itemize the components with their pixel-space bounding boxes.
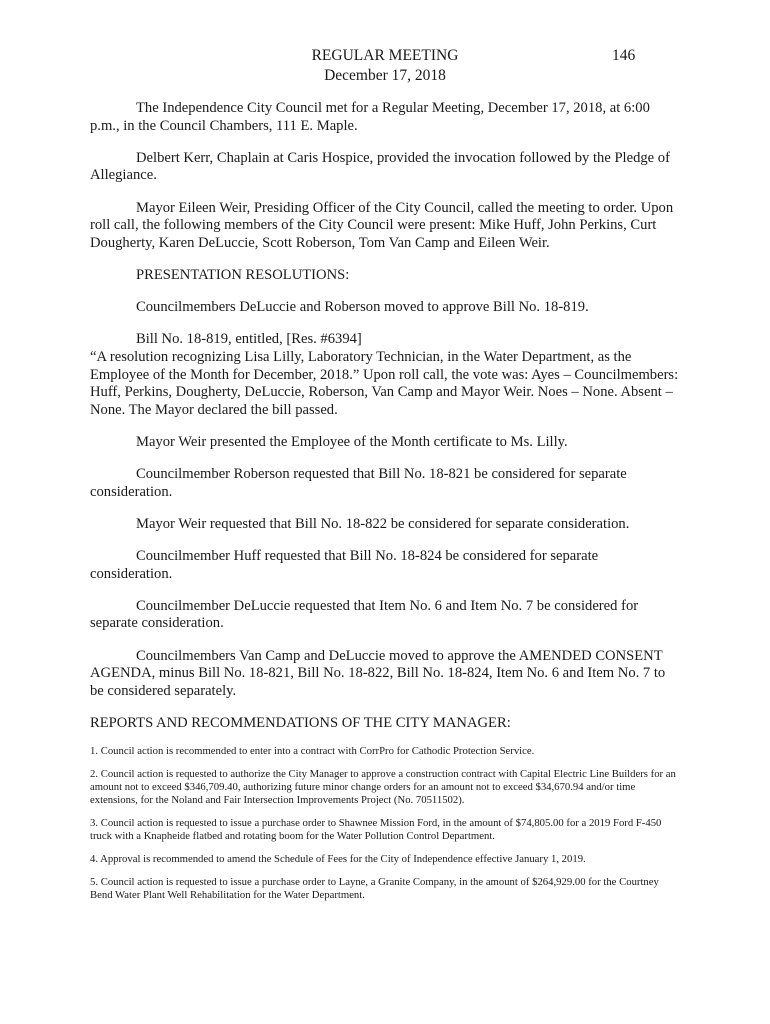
report-item: 4. Approval is recommended to amend the Schedule of Fees for the City of Independence effective January 1, 2019.: [90, 852, 586, 865]
separate-consideration-roberson: Councilmember Roberson requested that Bill No. 18-821 be considered for separate consideration.: [90, 466, 627, 500]
page-number: 146: [612, 47, 636, 64]
bill-title: Bill No. 18-819, entitled, [Res. #6394]: [136, 331, 362, 348]
bill-resolution-text: “A resolution recognizing Lisa Lilly, Laboratory Technician, in the Water Department, as the Employee of the Month for December, 2018.” Upon roll call, the vote was: Ayes – Councilmembers: Huff, Perkins, Dougherty, DeLuccie, Roberson, Van Camp and Mayor Weir. Noes – None. Absent – None. The Mayor declared the bill passed.: [90, 348, 679, 418]
report-item: 3. Council action is requested to issue a purchase order to Shawnee Mission Ford, in the amount of $74,805.00 for a 2019 Ford F-450 truck with a Knapheide flatbed and rotating boom for the Water Pollution Control Department.: [90, 816, 662, 842]
consent-agenda-motion: Councilmembers Van Camp and DeLuccie moved to approve the AMENDED CONSENT AGENDA, minus Bill No. 18-821, Bill No. 18-822, Bill No. 18-824, Item No. 6 and Item No. 7 to be considered separately.: [90, 647, 666, 699]
motion-paragraph: Councilmembers DeLuccie and Roberson moved to approve Bill No. 18-819.: [136, 299, 589, 316]
report-item: 5. Council action is requested to issue a purchase order to Layne, a Granite Company, in the amount of $264,929.00 for the Courtney Bend Water Plant Well Rehabilitation for the Water Department.: [90, 875, 659, 901]
separate-consideration-weir: Mayor Weir requested that Bill No. 18-822 be considered for separate consideration.: [136, 515, 630, 532]
page-header: [0, 46, 770, 86]
report-items-list: [90, 745, 680, 902]
separate-consideration-deluccie: Councilmember DeLuccie requested that Item No. 6 and Item No. 7 be considered for separate consideration.: [90, 597, 639, 632]
opening-paragraph: The Independence City Council met for a Regular Meeting, December 17, 2018, at 6:00 p.m., in the Council Chambers, 111 E. Maple.: [90, 100, 650, 134]
meeting-date: December 17, 2018: [324, 67, 446, 84]
separate-consideration-huff: Councilmember Huff requested that Bill No. 18-824 be considered for separate consideration.: [90, 548, 599, 582]
certificate-paragraph: Mayor Weir presented the Employee of the Month certificate to Ms. Lilly.: [136, 433, 568, 450]
presentation-resolutions-heading: PRESENTATION RESOLUTIONS:: [136, 266, 350, 283]
report-item: 2. Council action is requested to authorize the City Manager to approve a construction contract with Capital Electric Line Builders for an amount not to exceed $346,709.40, authorizing future minor change orders for an amount not to exceed $34,670.94 and/or time extensions, for the Noland and Fair Intersection Improvements Project (No. 70511502).: [90, 767, 676, 806]
roll-call-paragraph: Mayor Eileen Weir, Presiding Officer of the City Council, called the meeting to order. Upon roll call, the following members of the City Council were present: Mike Huff, John Perkins, Curt Dougherty, Karen DeLuccie, Scott Roberson, Tom Van Camp and Eileen Weir.: [90, 199, 674, 251]
invocation-paragraph: Delbert Kerr, Chaplain at Caris Hospice, provided the invocation followed by the Pledge of Allegiance.: [90, 149, 670, 184]
meeting-title: REGULAR MEETING: [311, 47, 459, 64]
minutes-body: [90, 100, 680, 912]
reports-heading: REPORTS AND RECOMMENDATIONS OF THE CITY MANAGER:: [90, 714, 511, 731]
report-item: 1. Council action is recommended to enter into a contract with CorrPro for Cathodic Protection Service.: [90, 744, 535, 757]
